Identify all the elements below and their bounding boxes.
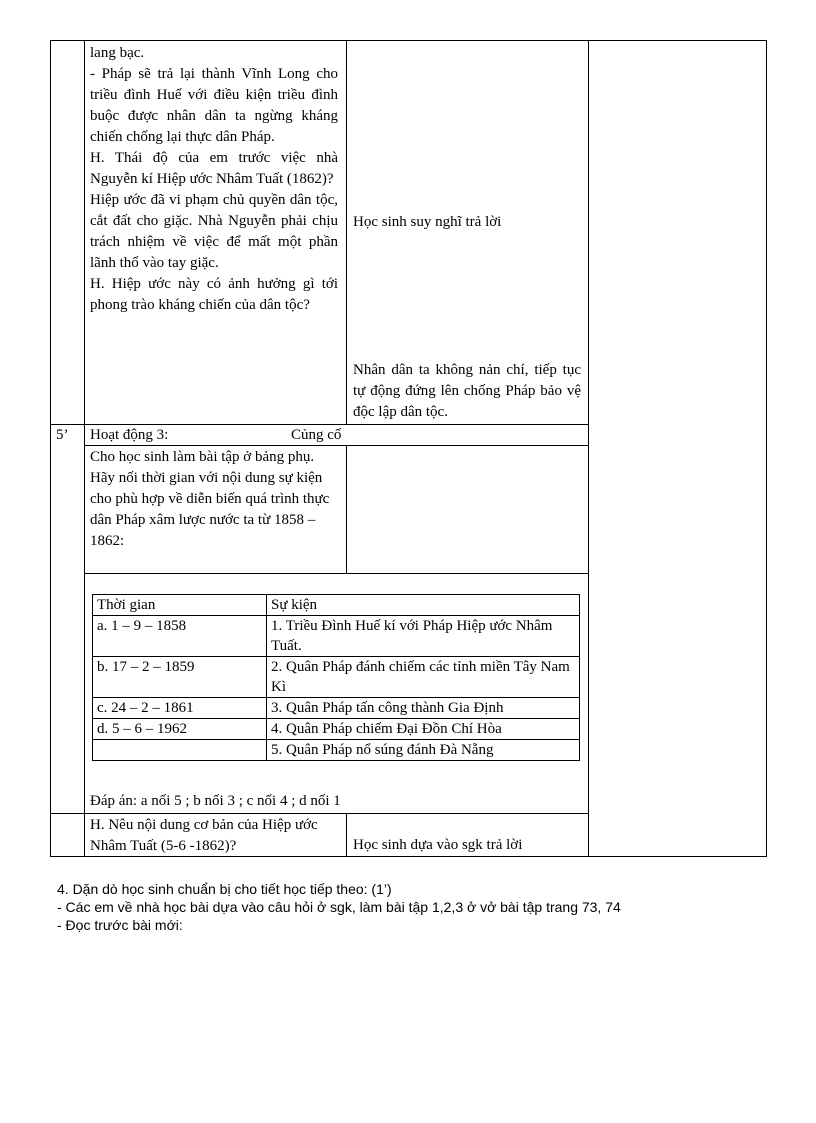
table-divider-teacher-a xyxy=(346,40,347,425)
homework-line: - Các em về nhà học bài dựa vào câu hỏi ở sgk, làm bài tập 1,2,3 ở vở bài tập trang 73, 74 xyxy=(57,899,621,915)
teacher-question: H. Thái độ của em trước việc nhà Nguyễn kí Hiệp ước Nhâm Tuất (1862)? xyxy=(90,150,338,187)
teacher-line: lang bạc. xyxy=(90,45,145,61)
exercise-answer: Đáp án: a nối 5 ; b nối 3 ; c nối 4 ; d nối 1 xyxy=(90,793,341,809)
student-answer: Học sinh dựa vào sgk trả lời xyxy=(353,837,523,853)
teacher-line: Hiệp ước đã vi phạm chủ quyền dân tộc, cắt đất cho giặc. Nhà Nguyễn phải chịu trách nhiệm về việc để mất một phần lãnh thổ vào tay giặc. xyxy=(90,192,338,271)
event-cell: 1. Triều Đình Huế kí với Pháp Hiệp ước Nhâm Tuất. xyxy=(267,616,580,657)
matching-exercise-table xyxy=(92,594,580,761)
table-row-line xyxy=(50,813,589,814)
header-event: Sự kiện xyxy=(267,595,580,616)
table-row xyxy=(93,657,580,698)
table-border-right xyxy=(766,40,767,856)
table-row xyxy=(93,698,580,719)
table-divider-time xyxy=(84,40,85,856)
table-divider-teacher-c xyxy=(346,813,347,856)
time-cell: a. 1 – 9 – 1858 xyxy=(93,616,267,657)
teacher-question: H. Hiệp ước này có ảnh hưởng gì tới phong trào kháng chiến của dân tộc? xyxy=(90,276,338,313)
student-answer: Nhân dân ta không nản chí, tiếp tục tự động đứng lên chống Pháp bảo vệ độc lập dân tộc. xyxy=(353,362,581,420)
question-content: H. Nêu nội dung cơ bản của Hiệp ước Nhâm Tuất (5-6 -1862)? xyxy=(90,817,318,854)
teacher-content xyxy=(90,43,338,316)
student-answer: Học sinh suy nghĩ trả lời xyxy=(353,214,502,230)
activity-name: Củng cố xyxy=(291,427,342,443)
activity-label: Hoạt động 3: xyxy=(90,427,169,443)
table-row xyxy=(93,719,580,740)
time-label: 5’ xyxy=(56,427,69,443)
homework-section xyxy=(57,880,757,934)
time-cell: d. 5 – 6 – 1962 xyxy=(93,719,267,740)
table-divider-student xyxy=(588,40,589,856)
event-cell: 3. Quân Pháp tấn công thành Gia Định xyxy=(267,698,580,719)
homework-heading: 4. Dặn dò học sinh chuẩn bị cho tiết học tiếp theo: (1’) xyxy=(57,881,392,897)
table-row xyxy=(93,595,580,616)
task-line: Cho học sinh làm bài tập ở bảng phụ. xyxy=(90,449,315,465)
homework-line: - Đọc trước bài mới: xyxy=(57,917,183,933)
instruction-line: Hãy nối thời gian với nội dung sự kiện cho phù hợp về diễn biến quá trình thực dân Pháp xâm lược nước ta từ 1858 – 1862: xyxy=(90,470,330,549)
table-row xyxy=(93,616,580,657)
task-content xyxy=(90,447,340,552)
header-time: Thời gian xyxy=(93,595,267,616)
event-cell: 2. Quân Pháp đánh chiếm các tỉnh miền Tây Nam Kì xyxy=(267,657,580,698)
table-row-line xyxy=(84,573,589,574)
table-border-left xyxy=(50,40,51,856)
time-cell: c. 24 – 2 – 1861 xyxy=(93,698,267,719)
table-row xyxy=(93,740,580,761)
time-cell xyxy=(93,740,267,761)
event-cell: 4. Quân Pháp chiếm Đại Đồn Chí Hòa xyxy=(267,719,580,740)
table-border-top xyxy=(50,40,767,41)
teacher-line: - Pháp sẽ trả lại thành Vĩnh Long cho triều đình Huế với điều kiện triều đình buộc được nhân dân ta ngừng kháng chiến chống lại thực dân Pháp. xyxy=(90,66,338,145)
time-cell: b. 17 – 2 – 1859 xyxy=(93,657,267,698)
event-cell: 5. Quân Pháp nổ súng đánh Đà Nẵng xyxy=(267,740,580,761)
table-divider-teacher-b xyxy=(346,445,347,573)
